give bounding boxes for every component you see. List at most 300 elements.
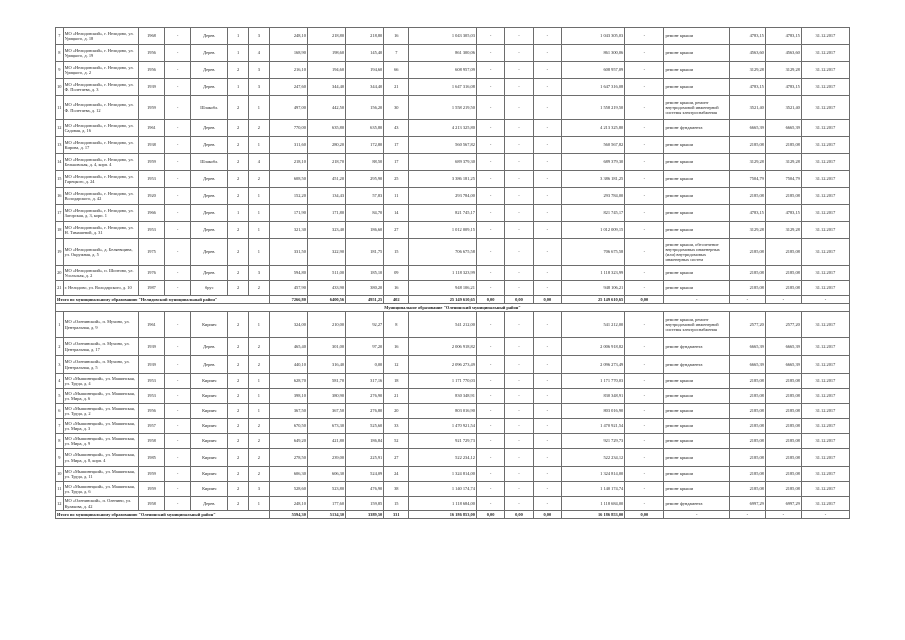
row-commission: - [165,312,191,338]
row-area-residential: 210,00 [307,312,345,338]
row-year: 1958 [138,434,164,449]
row-area-private: 181,75 [346,239,384,266]
total-c5: 0,00 [625,296,664,304]
row-cost-other: - [625,62,664,79]
row-number: 11 [56,482,64,497]
row-residents: 27 [384,222,409,239]
row-floors: 2 [228,120,249,137]
row-floors: 2 [228,389,249,404]
table-row [56,389,850,404]
row-commission: - [165,434,191,449]
row-residents: 8 [384,312,409,338]
row-unit-cost: 2185,08 [729,188,765,205]
table-row [56,28,850,45]
row-cost-total: 921 729,73 [409,434,477,449]
row-floors: 2 [228,188,249,205]
row-area-total: 398,10 [269,389,307,404]
row-cost-total: 706 675,58 [409,239,477,266]
table-row [56,45,850,62]
total-row-olenino [56,511,850,519]
row-unit-cost: 6997,29 [729,497,765,511]
row-cost-federal: - [476,154,504,171]
row-wall-material: Кирпич [191,434,228,449]
row-area-private: 295,90 [346,171,384,188]
row-cost-other: - [625,28,664,45]
row-residents: 21 [384,79,409,96]
row-sections: 1 [249,222,270,239]
row-number: 15 [56,171,64,188]
row-work-type: ремонт крыши [664,467,729,482]
row-address: МО «Нелидовский», г. Нелидово, ул. Гарецкого, д. 24 [63,171,138,188]
row-cost-owners: 861 300,06 [561,45,624,62]
row-area-residential: 606,30 [307,467,345,482]
row-cost-local: - [533,62,561,79]
row-cost-total: 541 212,00 [409,312,477,338]
row-area-private: 88,50 [346,154,384,171]
row-cost-local: - [533,79,561,96]
row-unit-cost: 4783,15 [729,79,765,96]
row-commission: - [165,419,191,434]
row-area-total: 457,90 [269,281,307,296]
row-unit-cost: 2185,08 [729,467,765,482]
row-year: 1987 [138,281,164,296]
row-area-total: 248,10 [269,497,307,511]
row-wall-material: Дерев. [191,171,228,188]
row-area-residential: 451,20 [307,171,345,188]
row-address: МО «Нелидовский», г. Нелидово, ул. Володарского, д. 42 [63,188,138,205]
row-floors: 1 [228,45,249,62]
row-number: 16 [56,188,64,205]
row-number: 21 [56,281,64,296]
row-cost-regional: - [505,404,533,419]
row-floors: 2 [228,62,249,79]
row-cost-other: - [625,79,664,96]
row-address: МО «Нелидовский», г. Нелидово, ул. Садовая, д. 16 [63,120,138,137]
row-cost-federal: - [476,137,504,154]
row-deadline: 31.12.2017 [801,188,849,205]
row-floors: 2 [228,467,249,482]
total-unit: - [729,511,765,519]
row-floors: 2 [228,497,249,511]
row-address: МО «Нелидовский», г. Нелидово, ул. Урицкого, д. 2 [63,62,138,79]
row-cost-other: - [625,482,664,497]
row-area-total: 670,50 [269,419,307,434]
row-area-residential: 171,80 [307,205,345,222]
row-residents: 11 [384,188,409,205]
row-deadline: 31.12.2017 [801,404,849,419]
row-area-total: 324,00 [269,312,307,338]
row-sections: 2 [249,338,270,356]
row-cost-federal: - [476,281,504,296]
row-address: МО «Мышинецкий», ул. Машинская, ул. Труда, д. 6 [63,482,138,497]
row-residents: 09 [384,266,409,281]
row-cost-local: - [533,222,561,239]
row-limit-cost: 4783,15 [765,28,801,45]
row-limit-cost: 2185,08 [765,137,801,154]
row-work-type: ремонт крыши, обеспечение внутридомовых инженерных (или) внутридомовых инженерных систем [664,239,729,266]
table-row [56,338,850,356]
row-commission: - [165,497,191,511]
row-cost-regional: - [505,120,533,137]
row-unit-cost: 7504,79 [729,171,765,188]
row-cost-federal: - [476,389,504,404]
row-sections: 4 [249,154,270,171]
row-residents: 16 [384,338,409,356]
row-area-private: 344,40 [346,79,384,96]
section-title: Муниципальное образование "Оленинский муниципальный район" [56,304,850,312]
row-cost-regional: - [505,389,533,404]
row-commission: - [165,137,191,154]
total-c4: 16 186 853,00 [561,511,624,519]
row-cost-owners: 541 212,00 [561,312,624,338]
row-sections: 2 [249,120,270,137]
row-cost-federal: - [476,239,504,266]
row-sections: 3 [249,62,270,79]
row-cost-other: - [625,222,664,239]
row-number: 10 [56,467,64,482]
row-address: МО «Оленинский», п. Мухино, ул. Центральная, д. 9 [63,312,138,338]
row-cost-owners: 1 647 316,08 [561,79,624,96]
row-cost-federal: - [476,338,504,356]
row-cost-other: - [625,266,664,281]
row-limit-cost: 4563,60 [765,45,801,62]
row-wall-material: Дерев. [191,79,228,96]
row-area-private: 185,10 [346,266,384,281]
table-row [56,79,850,96]
row-area-residential: 380,90 [307,389,345,404]
row-area-residential: 523,80 [307,482,345,497]
row-cost-regional: - [505,497,533,511]
row-cost-local: - [533,467,561,482]
row-area-residential: 367,50 [307,404,345,419]
row-number: 5 [56,389,64,404]
row-deadline: 31.12.2017 [801,205,849,222]
row-limit-cost: 4783,15 [765,79,801,96]
row-area-private: 225,91 [346,449,384,467]
row-residents: 33 [384,419,409,434]
row-area-total: 152,20 [269,188,307,205]
row-year: 1956 [138,404,164,419]
row-work-type: ремонт крыши, ремонт внутридомовой инженерной системы электроснабжения [664,96,729,120]
row-year: 1976 [138,266,164,281]
row-cost-local: - [533,497,561,511]
row-area-private: 186,84 [346,434,384,449]
row-cost-total: 1 118 323,99 [409,266,477,281]
row-cost-regional: - [505,154,533,171]
row-area-total: 770,00 [269,120,307,137]
row-cost-other: - [625,120,664,137]
row-wall-material: Дерев. [191,45,228,62]
row-commission: - [165,404,191,419]
row-wall-material: Кирпич [191,419,228,434]
row-floors: 2 [228,434,249,449]
row-number: 12 [56,497,64,511]
row-area-total: 278,50 [269,449,307,467]
row-limit-cost: 6665,39 [765,120,801,137]
row-number: 9 [56,62,64,79]
row-cost-other: - [625,404,664,419]
row-area-private: 525,60 [346,419,384,434]
row-work-type: ремонт крыши [664,79,729,96]
row-cost-total: 293 784,00 [409,188,477,205]
row-number: 1 [56,312,64,338]
row-year: 1953 [138,171,164,188]
row-cost-regional: - [505,434,533,449]
row-area-total: 168,90 [269,45,307,62]
row-wall-material: Дерев. [191,62,228,79]
row-cost-federal: - [476,434,504,449]
row-floors: 2 [228,266,249,281]
row-area-residential: 177,60 [307,497,345,511]
row-sections: 2 [249,434,270,449]
row-commission: - [165,222,191,239]
row-unit-cost: 2185,08 [729,137,765,154]
row-area-private: 317,16 [346,374,384,389]
row-wall-material: Дерев. [191,497,228,511]
row-number: 2 [56,338,64,356]
row-cost-regional: - [505,281,533,296]
row-commission: - [165,389,191,404]
row-wall-material: Дерев. [191,28,228,45]
row-commission: - [165,62,191,79]
row-deadline: 31.12.2017 [801,171,849,188]
row-cost-owners: 2 096 273,49 [561,356,624,374]
row-address: г. Нелидово, ул. Володарского, д. 10 [63,281,138,296]
row-cost-total: 2 096 273,49 [409,356,477,374]
total-area-res: 6400,56 [307,296,345,304]
row-residents: 16 [384,28,409,45]
row-cost-federal: - [476,482,504,497]
row-cost-other: - [625,188,664,205]
row-cost-total: 1 558 219,50 [409,96,477,120]
row-year: 1953 [138,374,164,389]
row-number: 10 [56,79,64,96]
row-work-type: ремонт крыши [664,449,729,467]
row-year: 1958 [138,497,164,511]
row-wall-material: Кирпич [191,312,228,338]
row-cost-total: 1 171 770,03 [409,374,477,389]
row-cost-other: - [625,96,664,120]
total-work: - [664,296,729,304]
row-work-type: ремонт крыши [664,62,729,79]
row-wall-material: Дерев. [191,137,228,154]
row-cost-other: - [625,45,664,62]
row-wall-material: Дерев. [191,338,228,356]
row-number: 9 [56,449,64,467]
row-cost-total: 1 118 684,00 [409,497,477,511]
row-commission: - [165,79,191,96]
row-area-residential: 239,00 [307,449,345,467]
row-floors: 2 [228,338,249,356]
row-area-total: 497,00 [269,96,307,120]
row-residents: 15 [384,239,409,266]
row-work-type: ремонт крыши [664,222,729,239]
row-cost-federal: - [476,222,504,239]
row-number: 12 [56,120,64,137]
row-cost-federal: - [476,419,504,434]
row-cost-federal: - [476,28,504,45]
row-cost-local: - [533,120,561,137]
row-number: 14 [56,154,64,171]
row-residents: 25 [384,171,409,188]
row-cost-total: 803 016,90 [409,404,477,419]
row-commission: - [165,374,191,389]
row-cost-federal: - [476,96,504,120]
row-floors: 2 [228,356,249,374]
row-deadline: 31.12.2017 [801,79,849,96]
row-deadline: 31.12.2017 [801,419,849,434]
row-address: МО «Мышинецкий», ул. Машинская, ул. Труда, д. 4 [63,374,138,389]
table-row [56,96,850,120]
table-row [56,239,850,266]
row-residents: 20 [384,404,409,419]
row-cost-owners: 3 386 181,25 [561,171,624,188]
row-address: МО «Оленинский», п. Мухино, ул. Центральная, д. 5 [63,356,138,374]
row-cost-federal: - [476,404,504,419]
row-cost-local: - [533,154,561,171]
row-deadline: 31.12.2017 [801,434,849,449]
row-cost-federal: - [476,205,504,222]
row-cost-local: - [533,404,561,419]
row-number: 6 [56,404,64,419]
row-cost-total: 1 324 814,00 [409,467,477,482]
row-cost-owners: 830 348,91 [561,389,624,404]
row-floors: 1 [228,28,249,45]
row-cost-owners: 293 784,00 [561,188,624,205]
row-year: 1975 [138,239,164,266]
total-area: 7266,80 [269,296,307,304]
row-cost-federal: - [476,171,504,188]
row-residents: 21 [384,389,409,404]
row-cost-owners: 689 379,30 [561,154,624,171]
row-cost-federal: - [476,449,504,467]
row-floors: 2 [228,239,249,266]
row-work-type: ремонт крыши, ремонт внутридомовой инженерной системы электроснабжения [664,312,729,338]
row-unit-cost: 6665,39 [729,120,765,137]
row-commission: - [165,266,191,281]
row-floors: 1 [228,205,249,222]
row-sections: 1 [249,497,270,511]
row-cost-other: - [625,389,664,404]
row-work-type: ремонт фундамента [664,356,729,374]
row-area-total: 606,30 [269,467,307,482]
table-row [56,120,850,137]
row-cost-local: - [533,96,561,120]
row-commission: - [165,188,191,205]
row-number: 8 [56,434,64,449]
row-unit-cost: 2185,08 [729,239,765,266]
row-cost-total: 608 957,09 [409,62,477,79]
table-row [56,281,850,296]
row-cost-owners: 1 171 770,03 [561,374,624,389]
row-cost-local: - [533,205,561,222]
row-limit-cost: 3129,28 [765,62,801,79]
row-cost-regional: - [505,239,533,266]
row-area-total: 465,40 [269,338,307,356]
row-cost-federal: - [476,467,504,482]
row-limit-cost: 6665,39 [765,356,801,374]
row-number: 17 [56,205,64,222]
table-row [56,154,850,171]
row-work-type: ремонт фундамента [664,120,729,137]
row-area-total: 367,50 [269,404,307,419]
row-deadline: 31.12.2017 [801,137,849,154]
row-limit-cost: 2185,08 [765,389,801,404]
row-commission: - [165,338,191,356]
row-number: 13 [56,137,64,154]
row-residents: 16 [384,281,409,296]
row-area-private: 57,83 [346,188,384,205]
row-deadline: 31.12.2017 [801,482,849,497]
table-row [56,188,850,205]
row-area-residential: 322,90 [307,239,345,266]
row-floors: 2 [228,222,249,239]
row-wall-material: Дерев. [191,188,228,205]
row-residents: 66 [384,62,409,79]
row-deadline: 31.12.2017 [801,62,849,79]
row-limit-cost: 4783,15 [765,205,801,222]
row-address: МО «Мышинецкий», ул. Машинская, ул. Мира, д. 8, корп. 4 [63,449,138,467]
row-unit-cost: 2185,08 [729,434,765,449]
row-unit-cost: 3129,28 [729,222,765,239]
row-cost-local: - [533,281,561,296]
row-sections: 1 [249,96,270,120]
row-floors: 2 [228,419,249,434]
register-table [55,27,850,519]
table-row [56,137,850,154]
row-cost-federal: - [476,356,504,374]
row-cost-federal: - [476,79,504,96]
row-cost-regional: - [505,171,533,188]
row-cost-other: - [625,374,664,389]
row-cost-local: - [533,338,561,356]
row-cost-local: - [533,434,561,449]
row-area-residential: 511,00 [307,266,345,281]
row-deadline: 31.12.2017 [801,338,849,356]
row-cost-owners: 803 016,90 [561,404,624,419]
row-commission: - [165,96,191,120]
row-deadline: 31.12.2017 [801,239,849,266]
table-row [56,205,850,222]
row-wall-material: Дерев. [191,205,228,222]
row-deadline: 31.12.2017 [801,281,849,296]
row-year: 1959 [138,154,164,171]
row-cost-owners: 921 729,73 [561,434,624,449]
row-limit-cost: 2577,20 [765,312,801,338]
row-cost-owners: 522 234,12 [561,449,624,467]
row-address: МО «Мышинецкий», ул. Машинская, ул. Труда, д. 2 [63,404,138,419]
row-cost-owners: 1 118 684,00 [561,497,624,511]
row-wall-material: Дерев. [191,239,228,266]
row-floors: 2 [228,374,249,389]
row-floors: 2 [228,137,249,154]
row-sections: 2 [249,281,270,296]
row-cost-federal: - [476,62,504,79]
row-sections: 2 [249,419,270,434]
row-residents: 7 [384,45,409,62]
row-cost-total: 2 006 918,82 [409,338,477,356]
row-area-private: 524,09 [346,467,384,482]
row-limit-cost: 3129,28 [765,222,801,239]
total-label: Итого по муниципальному образованию "Оленинский муниципальный район" [56,511,270,519]
table-row [56,356,850,374]
row-work-type: ремонт фундамента [664,338,729,356]
row-unit-cost: 2185,08 [729,482,765,497]
row-work-type: ремонт крыши [664,281,729,296]
row-commission: - [165,154,191,171]
row-area-residential: 421,80 [307,434,345,449]
row-unit-cost: 4563,60 [729,45,765,62]
